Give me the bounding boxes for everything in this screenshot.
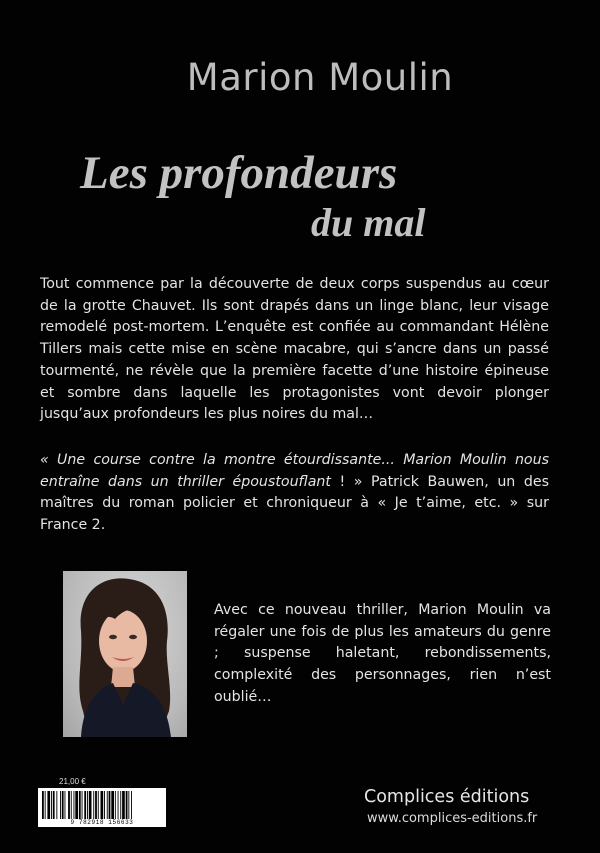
barcode-bar [51, 791, 52, 819]
barcode-bar [79, 791, 81, 819]
barcode-bar [115, 791, 116, 819]
barcode-bar [53, 791, 55, 819]
book-title-line2: du mal [311, 200, 426, 245]
barcode-digits: 9 782918 156633 [70, 819, 134, 826]
barcode-bar [87, 791, 88, 819]
barcode-bar [71, 791, 72, 819]
barcode-bar [84, 791, 86, 819]
book-title-line1: Les profondeurs [80, 147, 398, 199]
barcode-bar [101, 791, 104, 819]
price-label: 21,00 € [59, 777, 86, 786]
author-photo [63, 571, 187, 737]
barcode-bar [75, 791, 78, 819]
barcode-bar [118, 791, 119, 819]
barcode-bar [42, 791, 44, 819]
barcode-bar [111, 791, 114, 819]
press-quote-attribution: ! » Patrick Bauwen, un des maîtres du roman policier et chroniqueur à « Je t’aime, etc. » sur France 2. [40, 473, 549, 534]
barcode-bar [131, 791, 132, 819]
marketing-paragraph: Avec ce nouveau thriller, Marion Moulin va régaler une fois de plus les amateurs du genre ; suspense haletant, rebondissements, complexité des personnages, rien n’est oublié… [214, 602, 551, 705]
ean-barcode-icon [38, 788, 166, 820]
barcode-bar [89, 791, 92, 819]
synopsis-paragraph: Tout commence par la découverte de deux corps suspendus au cœur de la grotte Chauvet. Ils sont drapés dans un linge blanc, leur visage remodelé post-mortem. L’enquête est confiée au commandant Hélène Tillers mais cette mise en scène macabre, qui s’ancre dans un passé tourmenté, ne révèle que la première facette d’une histoire épineuse et sombre dans laquelle les protagonistes vont devoir plonger jusqu’aux profondeurs les plus noires du mal… [40, 276, 549, 423]
barcode-bar [45, 791, 46, 819]
barcode-bar [126, 791, 128, 819]
barcode-bar [62, 791, 64, 819]
publisher-website: www.complices-editions.fr [367, 811, 538, 826]
press-quote [40, 450, 549, 537]
barcode-bar [56, 791, 57, 819]
barcode-bar [104, 791, 105, 819]
barcode-bar [68, 791, 70, 819]
publisher-name: Complices éditions [364, 787, 530, 807]
barcode-bar [107, 791, 108, 819]
barcode-bar [65, 791, 66, 819]
author-name: Marion Moulin [186, 56, 454, 99]
barcode-bar [95, 791, 97, 819]
press-quote-italic: « Une course contre la montre étourdissante... Marion Moulin nous entraîne dans un thriller époustouflant [40, 452, 549, 490]
barcode-bar [120, 791, 121, 819]
barcode-bar [128, 791, 129, 819]
barcode-bar [109, 791, 111, 819]
barcode-bar [82, 791, 83, 819]
barcode-bar [93, 791, 94, 819]
barcode-bar [98, 791, 99, 819]
barcode-bar [122, 791, 125, 819]
barcode-bar [47, 791, 50, 819]
barcode-bar [74, 791, 75, 819]
woman-portrait-photo-icon [63, 571, 187, 737]
barcode-bar [60, 791, 61, 819]
barcode [38, 788, 166, 827]
